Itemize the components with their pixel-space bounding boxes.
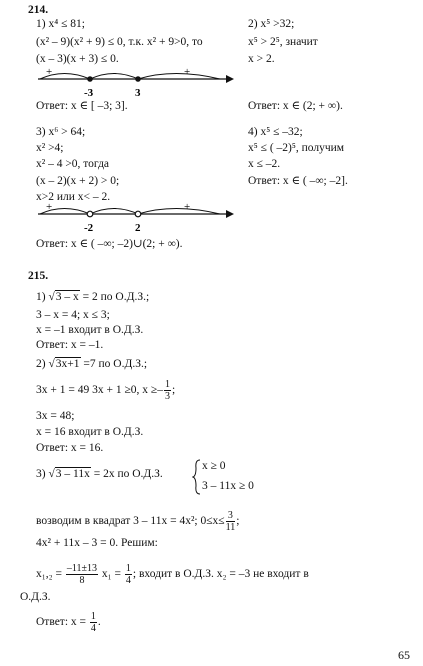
- p214-part2-line1: 2) x⁵ >32;: [248, 18, 295, 30]
- system-line1: x ≥ 0: [202, 460, 226, 472]
- p214-part1-line1: 1) x⁴ ≤ 81;: [36, 18, 85, 30]
- p214-part3-line2: x² >4;: [36, 142, 64, 154]
- p214-part2-line2: x⁵ > 2⁵, значит: [248, 36, 318, 48]
- p214-part2-line3: x > 2.: [248, 53, 275, 65]
- p215-line3: x = –1 входит в О.Д.З.: [36, 324, 144, 336]
- tick-left: -2: [84, 222, 94, 234]
- p214-answer3: Ответ: x ∈ ( –∞; –2)∪(2; + ∞).: [36, 238, 183, 250]
- system-line2: 3 – 11x ≥ 0: [202, 480, 254, 492]
- p215-answer3: Ответ: x = $\frac{1}{4}$ .: [36, 611, 101, 634]
- sign-plus-left: +: [46, 66, 53, 78]
- sign-minus-mid: -: [113, 202, 117, 214]
- p214-answer4: Ответ: x ∈ ( –∞; –2].: [248, 175, 348, 187]
- p215-eq1: 1) √3 – x = 2 по О.Д.З.;: [36, 291, 150, 303]
- p214-part4-line1: 4) x⁵ ≤ –32;: [248, 126, 303, 138]
- p214-part4-line2: x⁵ ≤ ( –2)⁵, получим: [248, 142, 345, 154]
- p214-part3-line5: x>2 или x< – 2.: [36, 191, 111, 203]
- tick-right: 2: [135, 222, 141, 234]
- p214-part3-line3: x² – 4 >0, тогда: [36, 158, 110, 170]
- p215-answer1: Ответ: x = –1.: [36, 339, 104, 351]
- p215-answer2: Ответ: x = 16.: [36, 442, 104, 454]
- tick-right: 3: [135, 87, 141, 99]
- problem-214-title: 214.: [28, 4, 49, 16]
- p214-part1-line2: (x² – 9)(x² + 9) ≤ 0, т.к. x² + 9>0, то: [36, 36, 203, 48]
- p215-line11: возводим в квадрат 3 – 11x = 4x²; 0≤x≤ $\frac{3}{11}$ ;: [36, 510, 240, 533]
- p215-line2: 3 – x = 4; x ≤ 3;: [36, 309, 110, 321]
- p215-line8: x = 16 входит в О.Д.З.: [36, 426, 144, 438]
- p214-part3-line4: (x – 2)(x + 2) > 0;: [36, 175, 120, 187]
- p215-line13: x₁,₂ = $\frac{-11\pm 13}{8}$ x₁ = $\frac{1}{4}$ ; входит в О.Д.З. x₂ = –3 не входит в: [36, 563, 309, 586]
- number-line-1: [34, 66, 234, 100]
- p215-line12: 4x² + 11x – 3 = 0. Решим:: [36, 537, 158, 549]
- p215-eq3: 3) √3 – 11x = 2x по О.Д.З.: [36, 468, 163, 480]
- p215-line14: О.Д.З.: [20, 591, 51, 603]
- sign-plus-right: +: [184, 201, 191, 213]
- p215-line6: 3x + 1 = 49 3x + 1 ≥0, x ≥– $\frac{1}{3}$ ;: [36, 379, 176, 402]
- tick-left: -3: [84, 87, 94, 99]
- sign-minus-mid: -: [113, 67, 117, 79]
- system-brace: [192, 458, 202, 496]
- problem-215-title: 215.: [28, 270, 49, 282]
- p214-part1-line3: (x – 3)(x + 3) ≤ 0.: [36, 53, 119, 65]
- page-number: 65: [398, 648, 410, 662]
- p215-eq2: 2) √3x+1 =7 по О.Д.З.;: [36, 358, 148, 370]
- p214-answer2: Ответ: x ∈ (2; + ∞).: [248, 100, 343, 112]
- number-line-2: [34, 201, 234, 235]
- sign-plus-left: +: [46, 201, 53, 213]
- sign-plus-right: +: [184, 66, 191, 78]
- p215-line7: 3x = 48;: [36, 410, 75, 422]
- p214-answer1: Ответ: x ∈ [ –3; 3].: [36, 100, 128, 112]
- p214-part3-line1: 3) x⁶ > 64;: [36, 126, 86, 138]
- p214-part4-line3: x ≤ –2.: [248, 158, 281, 170]
